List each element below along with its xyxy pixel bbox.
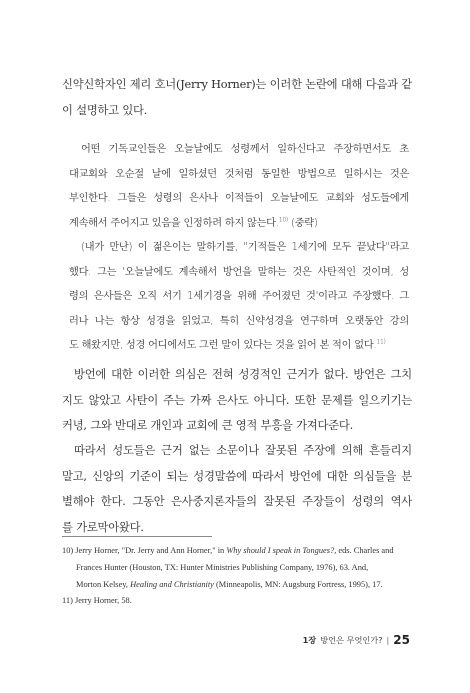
quote-line: (내가 만난) 이 젊은이는 말하기를, "기적들은 1세기에 모두 끝났다"라고 [81,242,409,253]
footnote-divider [62,536,212,537]
quote-line: 대교회와 오순절 날에 일하셨던 것처럼 동일한 방법으로 일하시는 것은 [69,168,409,180]
block-quote-1 [69,138,409,236]
text-line: 방언에 대한 이러한 의심은 전혀 성경적인 근거가 없다. 방언은 그치 [74,368,412,381]
text-line: 말고, 신앙의 기준이 되는 성경말씀에 따라서 방언에 대한 의심들을 분 [62,469,412,483]
footnotes [62,543,412,610]
footnote-11: 11) Jerry Horner, 58. [62,596,132,606]
block-quote-2 [69,236,409,359]
intro-paragraph [62,72,412,123]
text-line: 커녕, 그와 반대로 개인과 교회에 큰 영적 부흥을 가져다준다. [62,419,354,432]
text-line: 이 설명하고 있다. [62,103,148,117]
chapter-title: 방언은 무엇인가? [320,634,383,645]
quote-line: 부인한다. 그들은 성령의 은사나 이적들이 오늘날에도 교회와 성도들에게 [69,193,409,204]
running-footer [303,633,410,647]
text-line: 별해야 한다. 그동안 은사중지론자들의 잘못된 주장들이 성령의 역사 [62,495,412,508]
footnote-ref-11[interactable]: 11) [376,338,386,346]
quote-line: 도 해왔지만, 성경 어디에서도 그런 말이 있다는 것을 읽어 본 적이 없다.$^{11)}$ [69,338,386,351]
quote-line: 했다. 그는 '오늘날에도 계속해서 방언을 말하는 것은 사탄적인 것이며, 성 [69,266,409,278]
body-paragraph-1 [62,362,412,439]
text-line: 를 가로막아왔다. [62,520,144,534]
quote-line: 러나 나는 항상 성경을 읽었고, 특히 신약성경을 연구하며 오랫동안 강의 [69,315,409,327]
quote-line: 령의 은사들은 오직 서기 1세기경을 위해 주어졌던 것'이라고 주장했다. 그 [69,291,409,302]
separator: | [386,635,390,645]
text-line: 지도 않았고 사탄이 주는 가짜 은사도 아니다. 또한 문제를 일으키기는 [62,393,412,407]
footnote-10-line-2: Frances Hunter (Houston, TX: Hunter Ministries Publishing Company, 1976), 63. And, [76,562,369,572]
text-line: 신약신학자인 제리 호너(Jerry Horner)는 이러한 논란에 대해 다음과 같 [62,78,412,91]
page-number: 25 [393,633,410,647]
footnote-ref-10[interactable]: 10) [278,216,288,224]
quote-line: 어떤 기독교인들은 오늘날에도 성령께서 일하신다고 주장하면서도 초 [81,144,409,155]
quote-line: 계속해서 주어지고 있음을 인정하려 하지 않는다.$^{10)}$ (중략) [69,216,318,229]
body-paragraph-2 [62,438,412,540]
footnote-10: 10) Jerry Horner, "Dr. Jerry and Ann Horner," in Why should I speak in Tongues?, eds. Charles and [62,546,394,555]
footnote-10-line-3: Morton Kelsey, Healing and Christianity (Minneapolis, MN: Augsburg Fortress, 1995), 17. [76,579,383,589]
chapter-label: 1장 [302,634,317,645]
text-line: 따라서 성도들은 근거 없는 소문이나 잘못된 주장에 의해 흔들리지 [74,444,412,457]
